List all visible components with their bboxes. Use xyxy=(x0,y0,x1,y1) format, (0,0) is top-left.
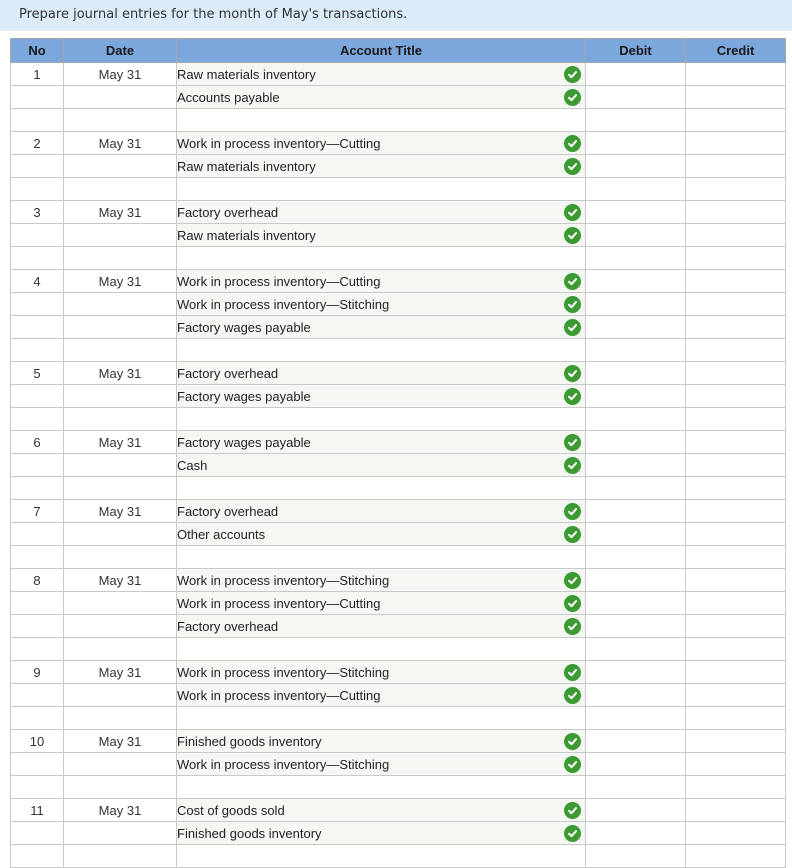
col-header-date: Date xyxy=(64,39,177,63)
entry-number-cell xyxy=(11,523,64,546)
check-circle-icon xyxy=(564,526,581,543)
entry-number-cell xyxy=(11,178,64,201)
entry-number-cell xyxy=(11,546,64,569)
debit-cell[interactable] xyxy=(586,615,686,638)
date-cell[interactable]: May 31 xyxy=(64,270,177,293)
entry-number-cell xyxy=(11,845,64,868)
debit-cell[interactable] xyxy=(586,339,686,362)
entry-number-cell xyxy=(11,339,64,362)
table-row xyxy=(11,546,786,569)
table-row xyxy=(11,615,786,638)
table-row xyxy=(11,316,786,339)
account-title-cell[interactable] xyxy=(177,845,586,868)
debit-cell[interactable] xyxy=(586,477,686,500)
check-circle-icon xyxy=(564,296,581,313)
entry-number-cell: 11 xyxy=(11,799,64,822)
check-circle-icon xyxy=(564,319,581,336)
table-row xyxy=(11,707,786,730)
table-row xyxy=(11,431,786,454)
entry-number-cell: 6 xyxy=(11,431,64,454)
entry-number-cell xyxy=(11,316,64,339)
check-circle-icon xyxy=(564,572,581,589)
table-row xyxy=(11,339,786,362)
header-row xyxy=(11,39,786,63)
credit-cell[interactable] xyxy=(686,86,786,109)
check-circle-icon xyxy=(564,273,581,290)
debit-cell[interactable] xyxy=(586,661,686,684)
account-title-text: Raw materials inventory xyxy=(177,158,316,174)
date-cell[interactable] xyxy=(64,592,177,615)
entry-number-cell: 3 xyxy=(11,201,64,224)
account-title-cell[interactable] xyxy=(177,822,586,845)
entry-number-cell xyxy=(11,638,64,661)
debit-cell[interactable] xyxy=(586,178,686,201)
account-title-cell[interactable] xyxy=(177,408,586,431)
table-row xyxy=(11,799,786,822)
table-row xyxy=(11,247,786,270)
account-title-cell[interactable] xyxy=(177,247,586,270)
credit-cell[interactable] xyxy=(686,707,786,730)
debit-cell[interactable] xyxy=(586,86,686,109)
check-circle-icon xyxy=(564,457,581,474)
date-cell[interactable] xyxy=(64,822,177,845)
account-title-text: Work in process inventory—Stitching xyxy=(177,296,390,312)
date-cell[interactable] xyxy=(64,247,177,270)
account-title-cell[interactable] xyxy=(177,730,586,753)
account-title-text: Finished goods inventory xyxy=(177,825,322,841)
debit-cell[interactable] xyxy=(586,707,686,730)
check-circle-icon xyxy=(564,434,581,451)
account-title-cell[interactable] xyxy=(177,86,586,109)
debit-cell[interactable] xyxy=(586,385,686,408)
check-circle-icon xyxy=(564,388,581,405)
credit-cell[interactable] xyxy=(686,776,786,799)
credit-cell[interactable] xyxy=(686,201,786,224)
table-row xyxy=(11,270,786,293)
debit-cell[interactable] xyxy=(586,523,686,546)
account-title-cell[interactable] xyxy=(177,385,586,408)
entry-number-cell xyxy=(11,385,64,408)
account-title-cell[interactable] xyxy=(177,638,586,661)
table-row xyxy=(11,385,786,408)
debit-cell[interactable] xyxy=(586,822,686,845)
account-title-text: Cost of goods sold xyxy=(177,802,285,818)
check-circle-icon xyxy=(564,227,581,244)
check-circle-icon xyxy=(564,135,581,152)
debit-cell[interactable] xyxy=(586,224,686,247)
entry-number-cell xyxy=(11,684,64,707)
account-title-text: Factory wages payable xyxy=(177,319,311,335)
account-title-cell[interactable] xyxy=(177,339,586,362)
credit-cell[interactable] xyxy=(686,109,786,132)
table-row xyxy=(11,477,786,500)
date-cell[interactable] xyxy=(64,707,177,730)
account-title-cell[interactable] xyxy=(177,500,586,523)
account-title-text: Work in process inventory—Stitching xyxy=(177,572,390,588)
account-title-cell[interactable] xyxy=(177,615,586,638)
date-cell[interactable] xyxy=(64,615,177,638)
entry-number-cell xyxy=(11,454,64,477)
account-title-cell[interactable] xyxy=(177,316,586,339)
date-cell[interactable] xyxy=(64,408,177,431)
date-cell[interactable] xyxy=(64,477,177,500)
check-circle-icon xyxy=(564,89,581,106)
date-cell[interactable] xyxy=(64,178,177,201)
credit-cell[interactable] xyxy=(686,799,786,822)
debit-cell[interactable] xyxy=(586,132,686,155)
table-row xyxy=(11,362,786,385)
date-cell[interactable]: May 31 xyxy=(64,132,177,155)
table-row xyxy=(11,822,786,845)
debit-cell[interactable] xyxy=(586,270,686,293)
table-row xyxy=(11,201,786,224)
account-title-text: Work in process inventory—Cutting xyxy=(177,273,381,289)
date-cell[interactable] xyxy=(64,546,177,569)
credit-cell[interactable] xyxy=(686,293,786,316)
table-row xyxy=(11,408,786,431)
entry-number-cell xyxy=(11,477,64,500)
check-circle-icon xyxy=(564,66,581,83)
account-title-text: Accounts payable xyxy=(177,89,280,105)
debit-cell[interactable] xyxy=(586,362,686,385)
account-title-cell[interactable] xyxy=(177,132,586,155)
account-title-cell[interactable] xyxy=(177,592,586,615)
account-title-text: Work in process inventory—Stitching xyxy=(177,756,390,772)
journal-table xyxy=(10,38,786,868)
date-cell[interactable]: May 31 xyxy=(64,799,177,822)
entry-number-cell xyxy=(11,86,64,109)
table-row xyxy=(11,155,786,178)
table-row xyxy=(11,569,786,592)
check-circle-icon xyxy=(564,687,581,704)
date-cell[interactable] xyxy=(64,293,177,316)
table-row xyxy=(11,63,786,86)
debit-cell[interactable] xyxy=(586,569,686,592)
account-title-cell[interactable] xyxy=(177,109,586,132)
credit-cell[interactable] xyxy=(686,63,786,86)
date-cell[interactable] xyxy=(64,753,177,776)
debit-cell[interactable] xyxy=(586,155,686,178)
entry-number-cell xyxy=(11,293,64,316)
entry-number-cell xyxy=(11,822,64,845)
account-title-cell[interactable] xyxy=(177,569,586,592)
table-row xyxy=(11,776,786,799)
credit-cell[interactable] xyxy=(686,615,786,638)
date-cell[interactable] xyxy=(64,385,177,408)
date-cell[interactable] xyxy=(64,316,177,339)
credit-cell[interactable] xyxy=(686,339,786,362)
entry-number-cell xyxy=(11,753,64,776)
date-cell[interactable] xyxy=(64,109,177,132)
credit-cell[interactable] xyxy=(686,408,786,431)
date-cell[interactable] xyxy=(64,86,177,109)
journal-body xyxy=(11,63,786,868)
check-circle-icon xyxy=(564,365,581,382)
account-title-cell[interactable] xyxy=(177,707,586,730)
account-title-cell[interactable] xyxy=(177,799,586,822)
account-title-text: Factory wages payable xyxy=(177,434,311,450)
credit-cell[interactable] xyxy=(686,684,786,707)
account-title-text: Cash xyxy=(177,457,208,473)
account-title-text: Factory overhead xyxy=(177,204,279,220)
debit-cell[interactable] xyxy=(586,730,686,753)
account-title-text: Finished goods inventory xyxy=(177,733,322,749)
credit-cell[interactable] xyxy=(686,247,786,270)
credit-cell[interactable] xyxy=(686,822,786,845)
date-cell[interactable]: May 31 xyxy=(64,431,177,454)
account-title-cell[interactable] xyxy=(177,293,586,316)
table-row xyxy=(11,293,786,316)
debit-cell[interactable] xyxy=(586,247,686,270)
debit-cell[interactable] xyxy=(586,546,686,569)
account-title-cell[interactable] xyxy=(177,776,586,799)
account-title-text: Factory overhead xyxy=(177,365,279,381)
account-title-cell[interactable] xyxy=(177,63,586,86)
account-title-cell[interactable] xyxy=(177,431,586,454)
table-row xyxy=(11,661,786,684)
entry-number-cell: 4 xyxy=(11,270,64,293)
account-title-cell[interactable] xyxy=(177,270,586,293)
check-circle-icon xyxy=(564,595,581,612)
table-row xyxy=(11,592,786,615)
account-title-cell[interactable] xyxy=(177,201,586,224)
account-title-cell[interactable] xyxy=(177,684,586,707)
debit-cell[interactable] xyxy=(586,845,686,868)
table-row xyxy=(11,684,786,707)
check-circle-icon xyxy=(564,204,581,221)
credit-cell[interactable] xyxy=(686,523,786,546)
check-circle-icon xyxy=(564,733,581,750)
table-row xyxy=(11,845,786,868)
credit-cell[interactable] xyxy=(686,454,786,477)
account-title-cell[interactable] xyxy=(177,753,586,776)
entry-number-cell: 9 xyxy=(11,661,64,684)
date-cell[interactable] xyxy=(64,684,177,707)
instruction-text: Prepare journal entries for the month of May's transactions. xyxy=(19,7,408,22)
entry-number-cell xyxy=(11,592,64,615)
date-cell[interactable] xyxy=(64,454,177,477)
table-row xyxy=(11,730,786,753)
debit-cell[interactable] xyxy=(586,63,686,86)
account-title-text: Factory overhead xyxy=(177,503,279,519)
entry-number-cell: 8 xyxy=(11,569,64,592)
table-row xyxy=(11,500,786,523)
account-title-text: Work in process inventory—Stitching xyxy=(177,664,390,680)
entry-number-cell: 2 xyxy=(11,132,64,155)
table-row xyxy=(11,753,786,776)
entry-number-cell xyxy=(11,247,64,270)
date-cell[interactable] xyxy=(64,224,177,247)
credit-cell[interactable] xyxy=(686,661,786,684)
credit-cell[interactable] xyxy=(686,730,786,753)
entry-number-cell xyxy=(11,109,64,132)
debit-cell[interactable] xyxy=(586,753,686,776)
instruction-banner xyxy=(0,0,792,31)
entry-number-cell xyxy=(11,155,64,178)
col-header-debit: Debit xyxy=(586,39,686,63)
table-row xyxy=(11,638,786,661)
debit-cell[interactable] xyxy=(586,201,686,224)
account-title-text: Work in process inventory—Cutting xyxy=(177,687,381,703)
credit-cell[interactable] xyxy=(686,224,786,247)
col-header-credit: Credit xyxy=(686,39,786,63)
date-cell[interactable] xyxy=(64,776,177,799)
check-circle-icon xyxy=(564,618,581,635)
debit-cell[interactable] xyxy=(586,408,686,431)
col-header-no: No xyxy=(11,39,64,63)
credit-cell[interactable] xyxy=(686,385,786,408)
table-row xyxy=(11,523,786,546)
credit-cell[interactable] xyxy=(686,316,786,339)
debit-cell[interactable] xyxy=(586,684,686,707)
table-row xyxy=(11,132,786,155)
debit-cell[interactable] xyxy=(586,500,686,523)
account-title-cell[interactable] xyxy=(177,661,586,684)
account-title-cell[interactable] xyxy=(177,224,586,247)
credit-cell[interactable] xyxy=(686,569,786,592)
table-row xyxy=(11,178,786,201)
account-title-cell[interactable] xyxy=(177,178,586,201)
credit-cell[interactable] xyxy=(686,546,786,569)
credit-cell[interactable] xyxy=(686,500,786,523)
table-row xyxy=(11,454,786,477)
entry-number-cell: 7 xyxy=(11,500,64,523)
credit-cell[interactable] xyxy=(686,431,786,454)
date-cell[interactable]: May 31 xyxy=(64,500,177,523)
date-cell[interactable]: May 31 xyxy=(64,362,177,385)
entry-number-cell xyxy=(11,408,64,431)
check-circle-icon xyxy=(564,158,581,175)
credit-cell[interactable] xyxy=(686,155,786,178)
debit-cell[interactable] xyxy=(586,638,686,661)
check-circle-icon xyxy=(564,503,581,520)
date-cell[interactable]: May 31 xyxy=(64,201,177,224)
date-cell[interactable]: May 31 xyxy=(64,569,177,592)
account-title-text: Work in process inventory—Cutting xyxy=(177,135,381,151)
entry-number-cell: 5 xyxy=(11,362,64,385)
debit-cell[interactable] xyxy=(586,316,686,339)
date-cell[interactable]: May 31 xyxy=(64,661,177,684)
check-circle-icon xyxy=(564,802,581,819)
credit-cell[interactable] xyxy=(686,638,786,661)
entry-number-cell xyxy=(11,224,64,247)
account-title-text: Work in process inventory—Cutting xyxy=(177,595,381,611)
entry-number-cell: 10 xyxy=(11,730,64,753)
table-row xyxy=(11,109,786,132)
col-header-account: Account Title xyxy=(177,39,586,63)
credit-cell[interactable] xyxy=(686,592,786,615)
debit-cell[interactable] xyxy=(586,431,686,454)
table-row xyxy=(11,86,786,109)
debit-cell[interactable] xyxy=(586,109,686,132)
entry-number-cell xyxy=(11,707,64,730)
debit-cell[interactable] xyxy=(586,776,686,799)
credit-cell[interactable] xyxy=(686,362,786,385)
account-title-cell[interactable] xyxy=(177,454,586,477)
entry-number-cell xyxy=(11,615,64,638)
account-title-cell[interactable] xyxy=(177,155,586,178)
date-cell[interactable] xyxy=(64,638,177,661)
check-circle-icon xyxy=(564,664,581,681)
account-title-cell[interactable] xyxy=(177,546,586,569)
entry-number-cell xyxy=(11,776,64,799)
account-title-cell[interactable] xyxy=(177,477,586,500)
account-title-text: Factory wages payable xyxy=(177,388,311,404)
account-title-text: Factory overhead xyxy=(177,618,279,634)
credit-cell[interactable] xyxy=(686,178,786,201)
date-cell[interactable] xyxy=(64,155,177,178)
check-circle-icon xyxy=(564,825,581,842)
debit-cell[interactable] xyxy=(586,454,686,477)
date-cell[interactable]: May 31 xyxy=(64,730,177,753)
credit-cell[interactable] xyxy=(686,270,786,293)
credit-cell[interactable] xyxy=(686,477,786,500)
date-cell[interactable] xyxy=(64,339,177,362)
debit-cell[interactable] xyxy=(586,592,686,615)
credit-cell[interactable] xyxy=(686,753,786,776)
account-title-cell[interactable] xyxy=(177,523,586,546)
credit-cell[interactable] xyxy=(686,845,786,868)
account-title-text: Raw materials inventory xyxy=(177,227,316,243)
credit-cell[interactable] xyxy=(686,132,786,155)
debit-cell[interactable] xyxy=(586,293,686,316)
account-title-text: Other accounts xyxy=(177,526,266,542)
debit-cell[interactable] xyxy=(586,799,686,822)
table-row xyxy=(11,224,786,247)
account-title-cell[interactable] xyxy=(177,362,586,385)
date-cell[interactable] xyxy=(64,523,177,546)
date-cell[interactable] xyxy=(64,845,177,868)
account-title-text: Raw materials inventory xyxy=(177,66,316,82)
date-cell[interactable]: May 31 xyxy=(64,63,177,86)
entry-number-cell: 1 xyxy=(11,63,64,86)
check-circle-icon xyxy=(564,756,581,773)
